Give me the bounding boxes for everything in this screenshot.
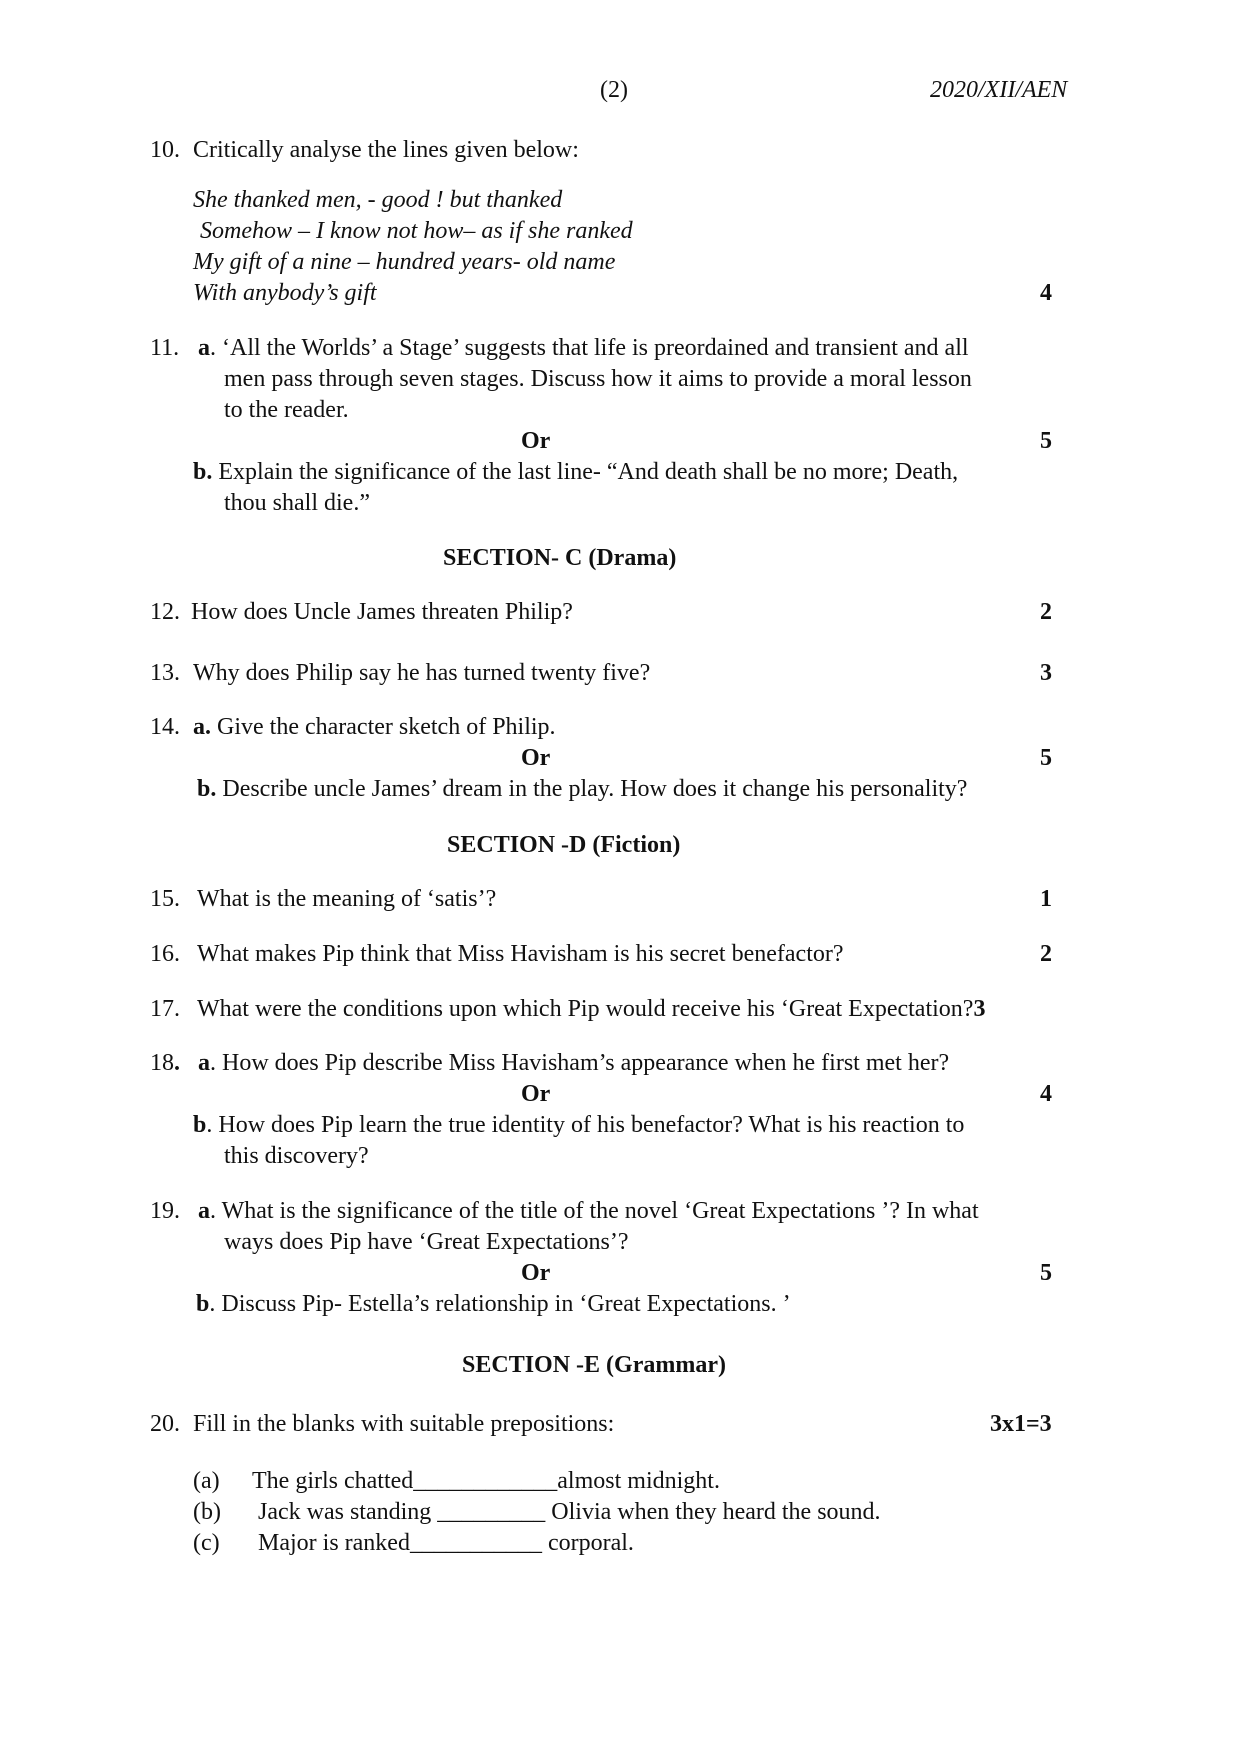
question-number: 11.	[150, 335, 180, 361]
question-number-dot: .	[174, 1050, 180, 1076]
option-a-text: to the reader.	[224, 397, 349, 423]
poem-line: With anybody’s gift	[193, 280, 377, 306]
section-heading: SECTION- C (Drama)	[443, 545, 677, 571]
marks: 2	[1040, 599, 1052, 625]
poem-line: Somehow – I know not how– as if she ranked	[200, 218, 633, 244]
question-number: 13.	[150, 660, 180, 686]
option-label-b: b	[196, 1291, 210, 1317]
or-separator: Or	[521, 745, 551, 771]
blank-item-text: The girls chatted____________almost midnight.	[252, 1468, 720, 1494]
blank-item-label: (a)	[193, 1468, 220, 1494]
option-label-a: a.	[193, 714, 211, 740]
poem-line: My gift of a nine – hundred years- old name	[193, 249, 616, 275]
question-number: 16.	[150, 941, 180, 967]
marks: 3	[1040, 660, 1052, 686]
question-text: What were the conditions upon which Pip would receive his ‘Great Expectation?	[197, 996, 974, 1022]
or-separator: Or	[521, 1081, 551, 1107]
question-number: 20.	[150, 1411, 180, 1437]
blank-item-label: (b)	[193, 1499, 221, 1525]
paper-code: 2020/XII/AEN	[930, 77, 1068, 103]
or-separator: Or	[521, 428, 551, 454]
option-label-b: b	[193, 1112, 207, 1138]
marks: 2	[1040, 941, 1052, 967]
question-text: What makes Pip think that Miss Havisham is his secret benefactor?	[197, 941, 844, 967]
marks: 5	[1040, 428, 1052, 454]
marks: 1	[1040, 886, 1052, 912]
marks: 4	[1040, 280, 1052, 306]
option-a-text: . ‘All the Worlds’ a Stage’ suggests that life is preordained and transient and all	[210, 335, 969, 361]
option-label-a: a	[198, 335, 210, 361]
question-text: Why does Philip say he has turned twenty five?	[193, 660, 651, 686]
question-number: 10.	[150, 137, 180, 163]
option-a-text: men pass through seven stages. Discuss how it aims to provide a moral lesson	[224, 366, 972, 392]
option-a-text: . What is the significance of the title of the novel ‘Great Expectations ’? In what	[210, 1198, 979, 1224]
option-label-a: a	[198, 1198, 210, 1224]
question-text: What is the meaning of ‘satis’?	[197, 886, 497, 912]
poem-line: She thanked men, - good ! but thanked	[193, 187, 563, 213]
option-b-text: Describe uncle James’ dream in the play. How does it change his personality?	[216, 776, 968, 802]
marks: 5	[1040, 745, 1052, 771]
option-a-text: . How does Pip describe Miss Havisham’s appearance when he first met her?	[210, 1050, 950, 1076]
option-a-text: Give the character sketch of Philip.	[211, 714, 556, 740]
question-number: 15.	[150, 886, 180, 912]
blank-item-text: Jack was standing _________ Olivia when they heard the sound.	[258, 1499, 881, 1525]
option-a-text: ways does Pip have ‘Great Expectations’?	[224, 1229, 629, 1255]
question-number: 17.	[150, 996, 180, 1022]
option-b-text: . How does Pip learn the true identity of his benefactor? What is his reaction to	[206, 1112, 965, 1138]
option-b-text: . Discuss Pip- Estella’s relationship in ‘Great Expectations. ’	[209, 1291, 791, 1317]
question-text: Critically analyse the lines given below:	[193, 137, 579, 163]
marks: 4	[1040, 1081, 1052, 1107]
question-number: 12.	[150, 599, 180, 625]
option-b-text: Explain the significance of the last line- “And death shall be no more; Death,	[212, 459, 959, 485]
question-text: How does Uncle James threaten Philip?	[191, 599, 573, 625]
option-b-text: thou shall die.”	[224, 490, 370, 516]
section-heading: SECTION -D (Fiction)	[447, 832, 681, 858]
marks: 3	[973, 996, 986, 1022]
question-number: 14.	[150, 714, 180, 740]
blank-item-label: (c)	[193, 1530, 220, 1556]
question-text: Fill in the blanks with suitable prepositions:	[193, 1411, 615, 1437]
marks: 5	[1040, 1260, 1052, 1286]
option-label-b: b.	[193, 459, 213, 485]
option-label-a: a	[198, 1050, 210, 1076]
section-heading: SECTION -E (Grammar)	[462, 1352, 726, 1378]
or-separator: Or	[521, 1260, 551, 1286]
marks: 3x1=3	[990, 1411, 1052, 1437]
question-number: 19.	[150, 1198, 180, 1224]
option-label-b: b.	[197, 776, 217, 802]
page-number: (2)	[600, 77, 628, 103]
option-b-text: this discovery?	[224, 1143, 369, 1169]
blank-item-text: Major is ranked___________ corporal.	[258, 1530, 634, 1556]
question-number: 18	[150, 1050, 174, 1076]
